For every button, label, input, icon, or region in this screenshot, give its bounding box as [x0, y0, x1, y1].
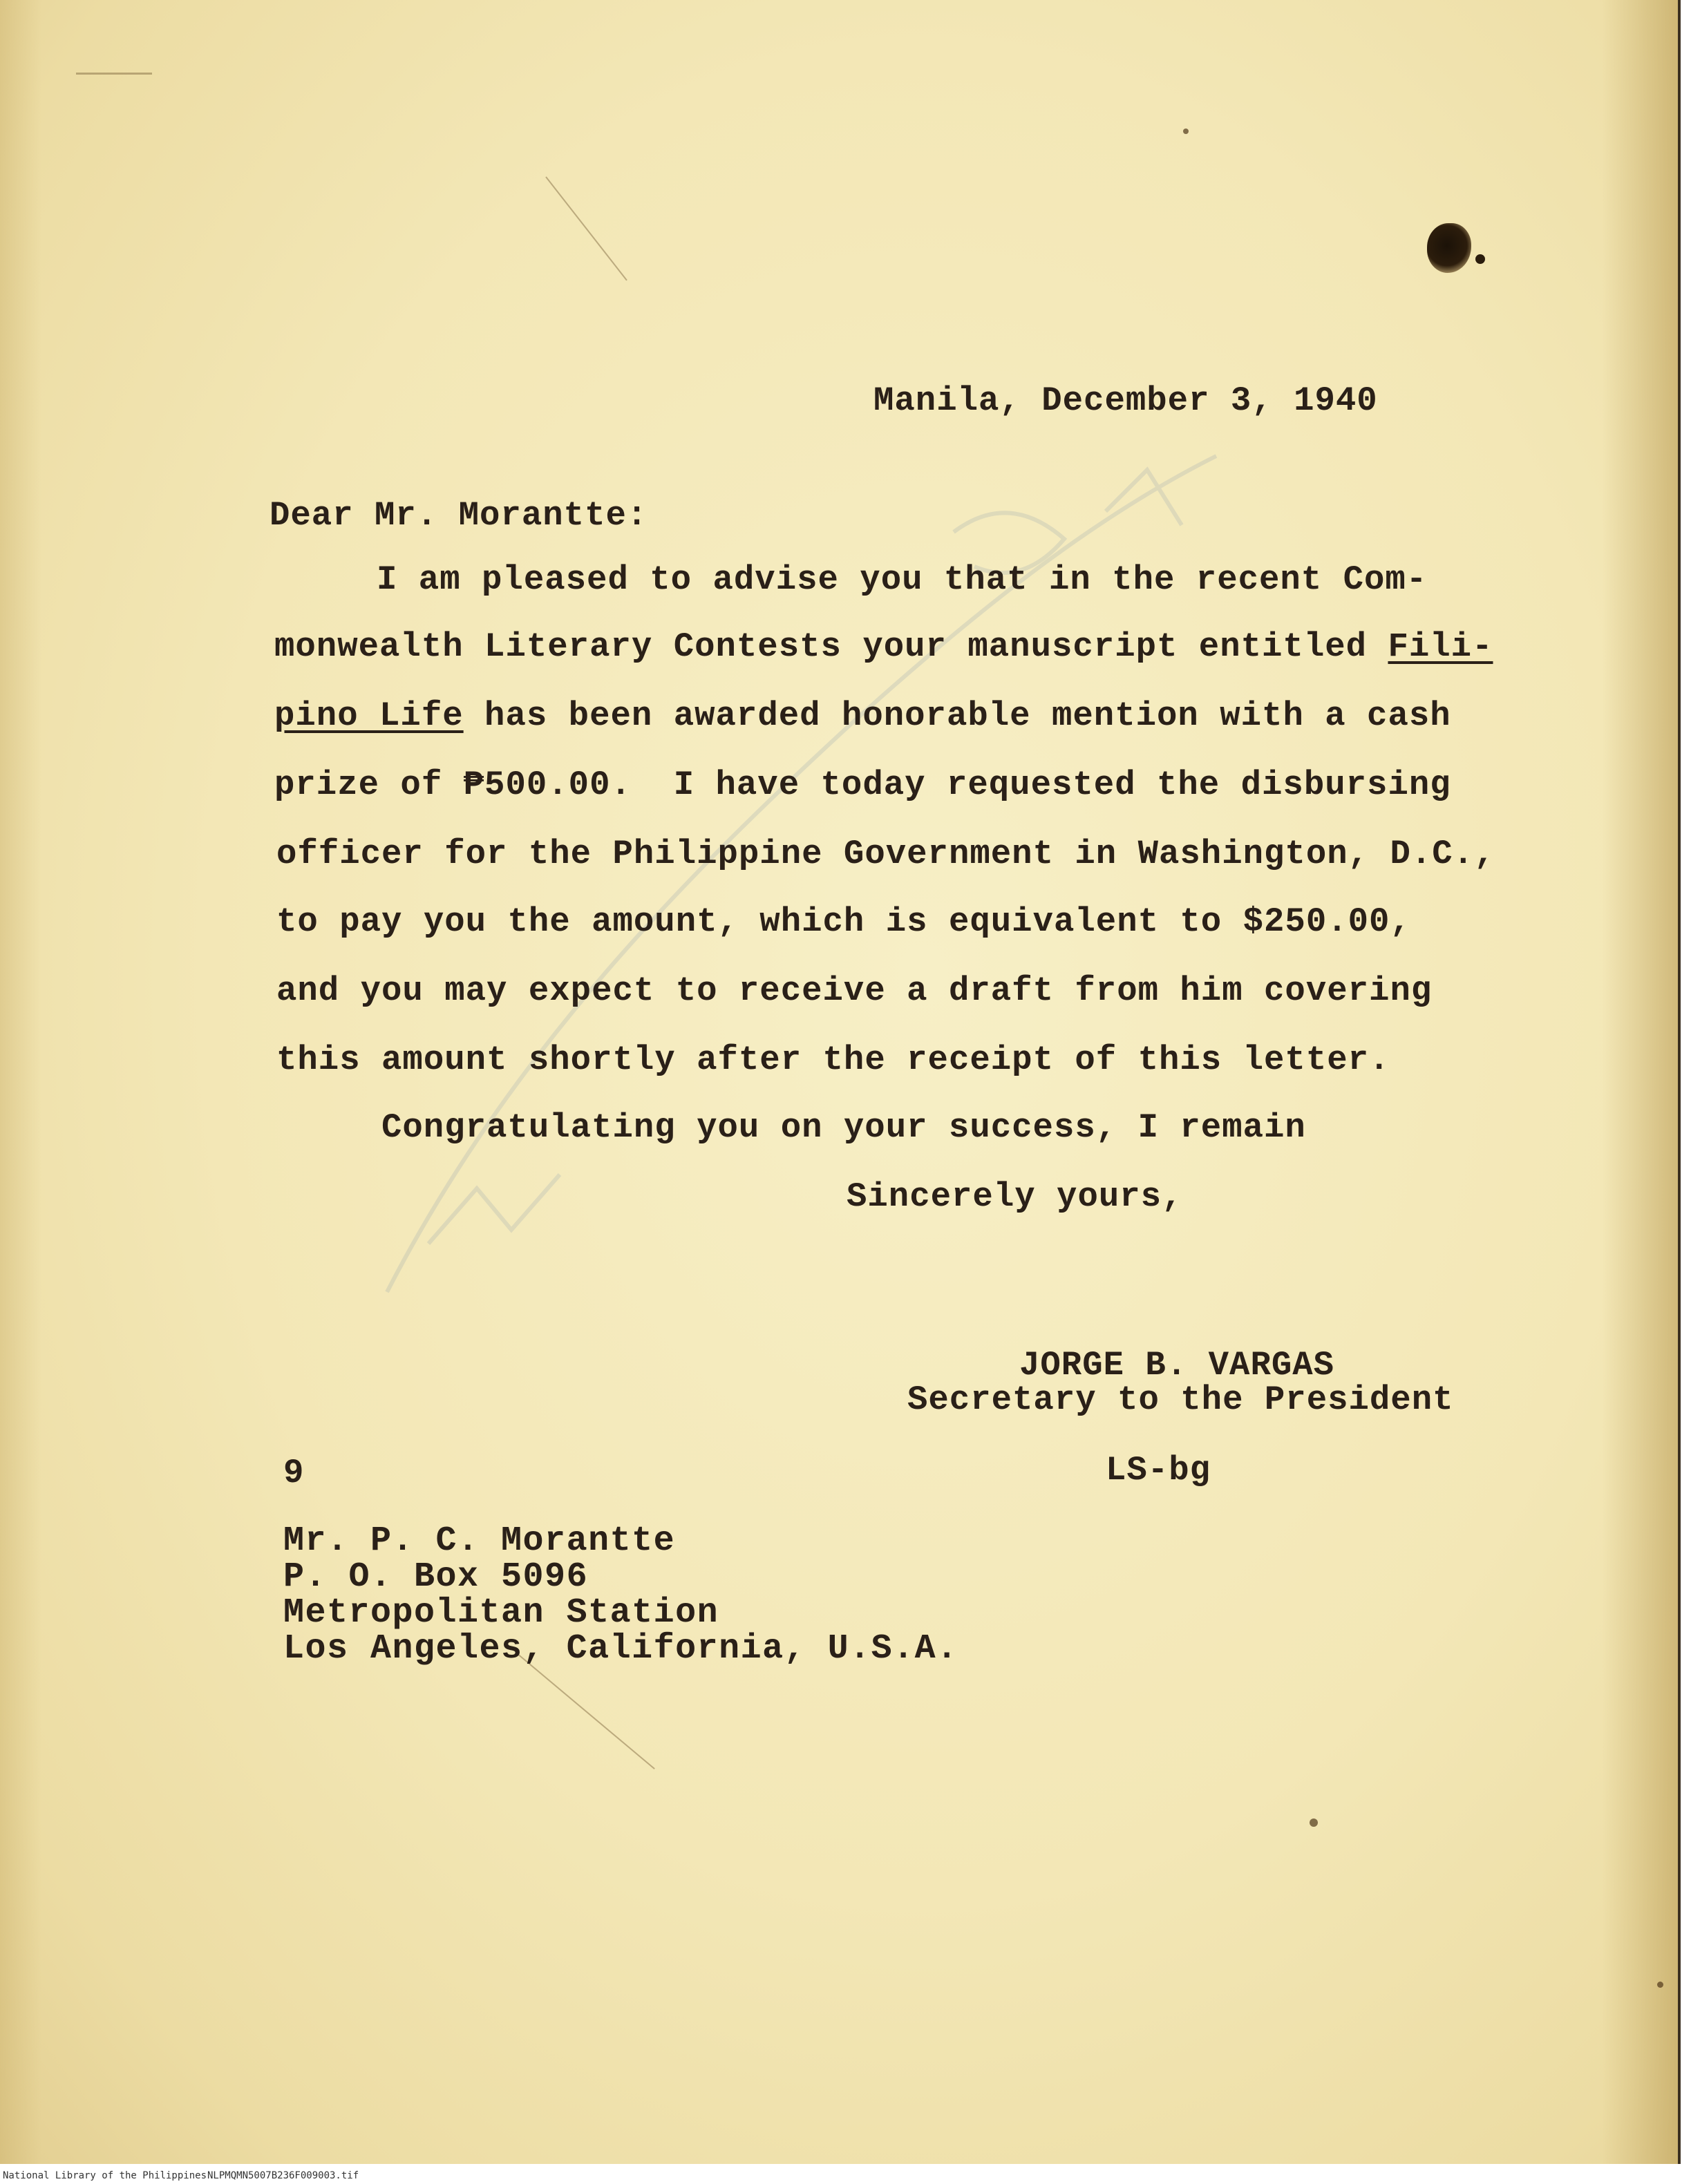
signatory-title: Secretary to the President — [907, 1380, 1454, 1419]
body-line-2 — [274, 627, 1493, 666]
manuscript-title-part-2: pino Life — [274, 696, 464, 735]
addressee-line-2: P. O. Box 5096 — [283, 1557, 589, 1597]
signatory-name: JORGE B. VARGAS — [1019, 1346, 1335, 1385]
scan-footer — [0, 2165, 1691, 2184]
typist-initials: LS-bg — [1106, 1451, 1211, 1490]
footer-filename: NLPMQMN5007B236F009003.tif — [207, 2170, 359, 2181]
body-line-8: this amount shortly after the receipt of this letter. — [276, 1041, 1390, 1079]
body-line-4: prize of ₱500.00. I have today requested the disbursing — [274, 766, 1451, 804]
body-line-6: to pay you the amount, which is equivalent to $250.00, — [276, 902, 1411, 941]
paper-crease — [76, 73, 152, 75]
footer-institution: National Library of the Philippines — [3, 2170, 207, 2181]
complimentary-close: Sincerely yours, — [847, 1177, 1183, 1216]
paper-edge-stain-left — [0, 0, 41, 2164]
paper-edge-stain-right — [1602, 0, 1678, 2164]
body-line-7: and you may expect to receive a draft from him covering — [276, 971, 1433, 1010]
body-line-3 — [274, 696, 1451, 735]
paper-spot — [1183, 129, 1189, 134]
addressee-line-4: Los Angeles, California, U.S.A. — [283, 1629, 958, 1669]
addressee-line-3: Metropolitan Station — [283, 1593, 719, 1633]
paper-crease — [516, 1653, 654, 1769]
ink-dot — [1475, 254, 1485, 264]
body-line-3-text: has been awarded honorable mention with a cash — [463, 696, 1451, 735]
ink-blot — [1427, 223, 1471, 273]
dateline: Manila, December 3, 1940 — [873, 381, 1378, 420]
paper-spot — [1310, 1819, 1318, 1827]
addressee-line-1: Mr. P. C. Morantte — [283, 1521, 676, 1561]
body-line-2-text: monwealth Literary Contests your manuscript entitled — [274, 627, 1388, 666]
paper-crease — [545, 176, 627, 281]
salutation: Dear Mr. Morantte: — [270, 496, 648, 535]
paper-spot — [1657, 1982, 1663, 1988]
closing-line: Congratulating you on your success, I remain — [381, 1108, 1306, 1147]
body-line-5: officer for the Philippine Government in Washington, D.C., — [276, 835, 1495, 873]
body-line-1: I am pleased to advise you that in the recent Com- — [377, 560, 1428, 599]
manuscript-title-part-1: Fili- — [1388, 627, 1493, 666]
reference-number: 9 — [283, 1454, 305, 1492]
